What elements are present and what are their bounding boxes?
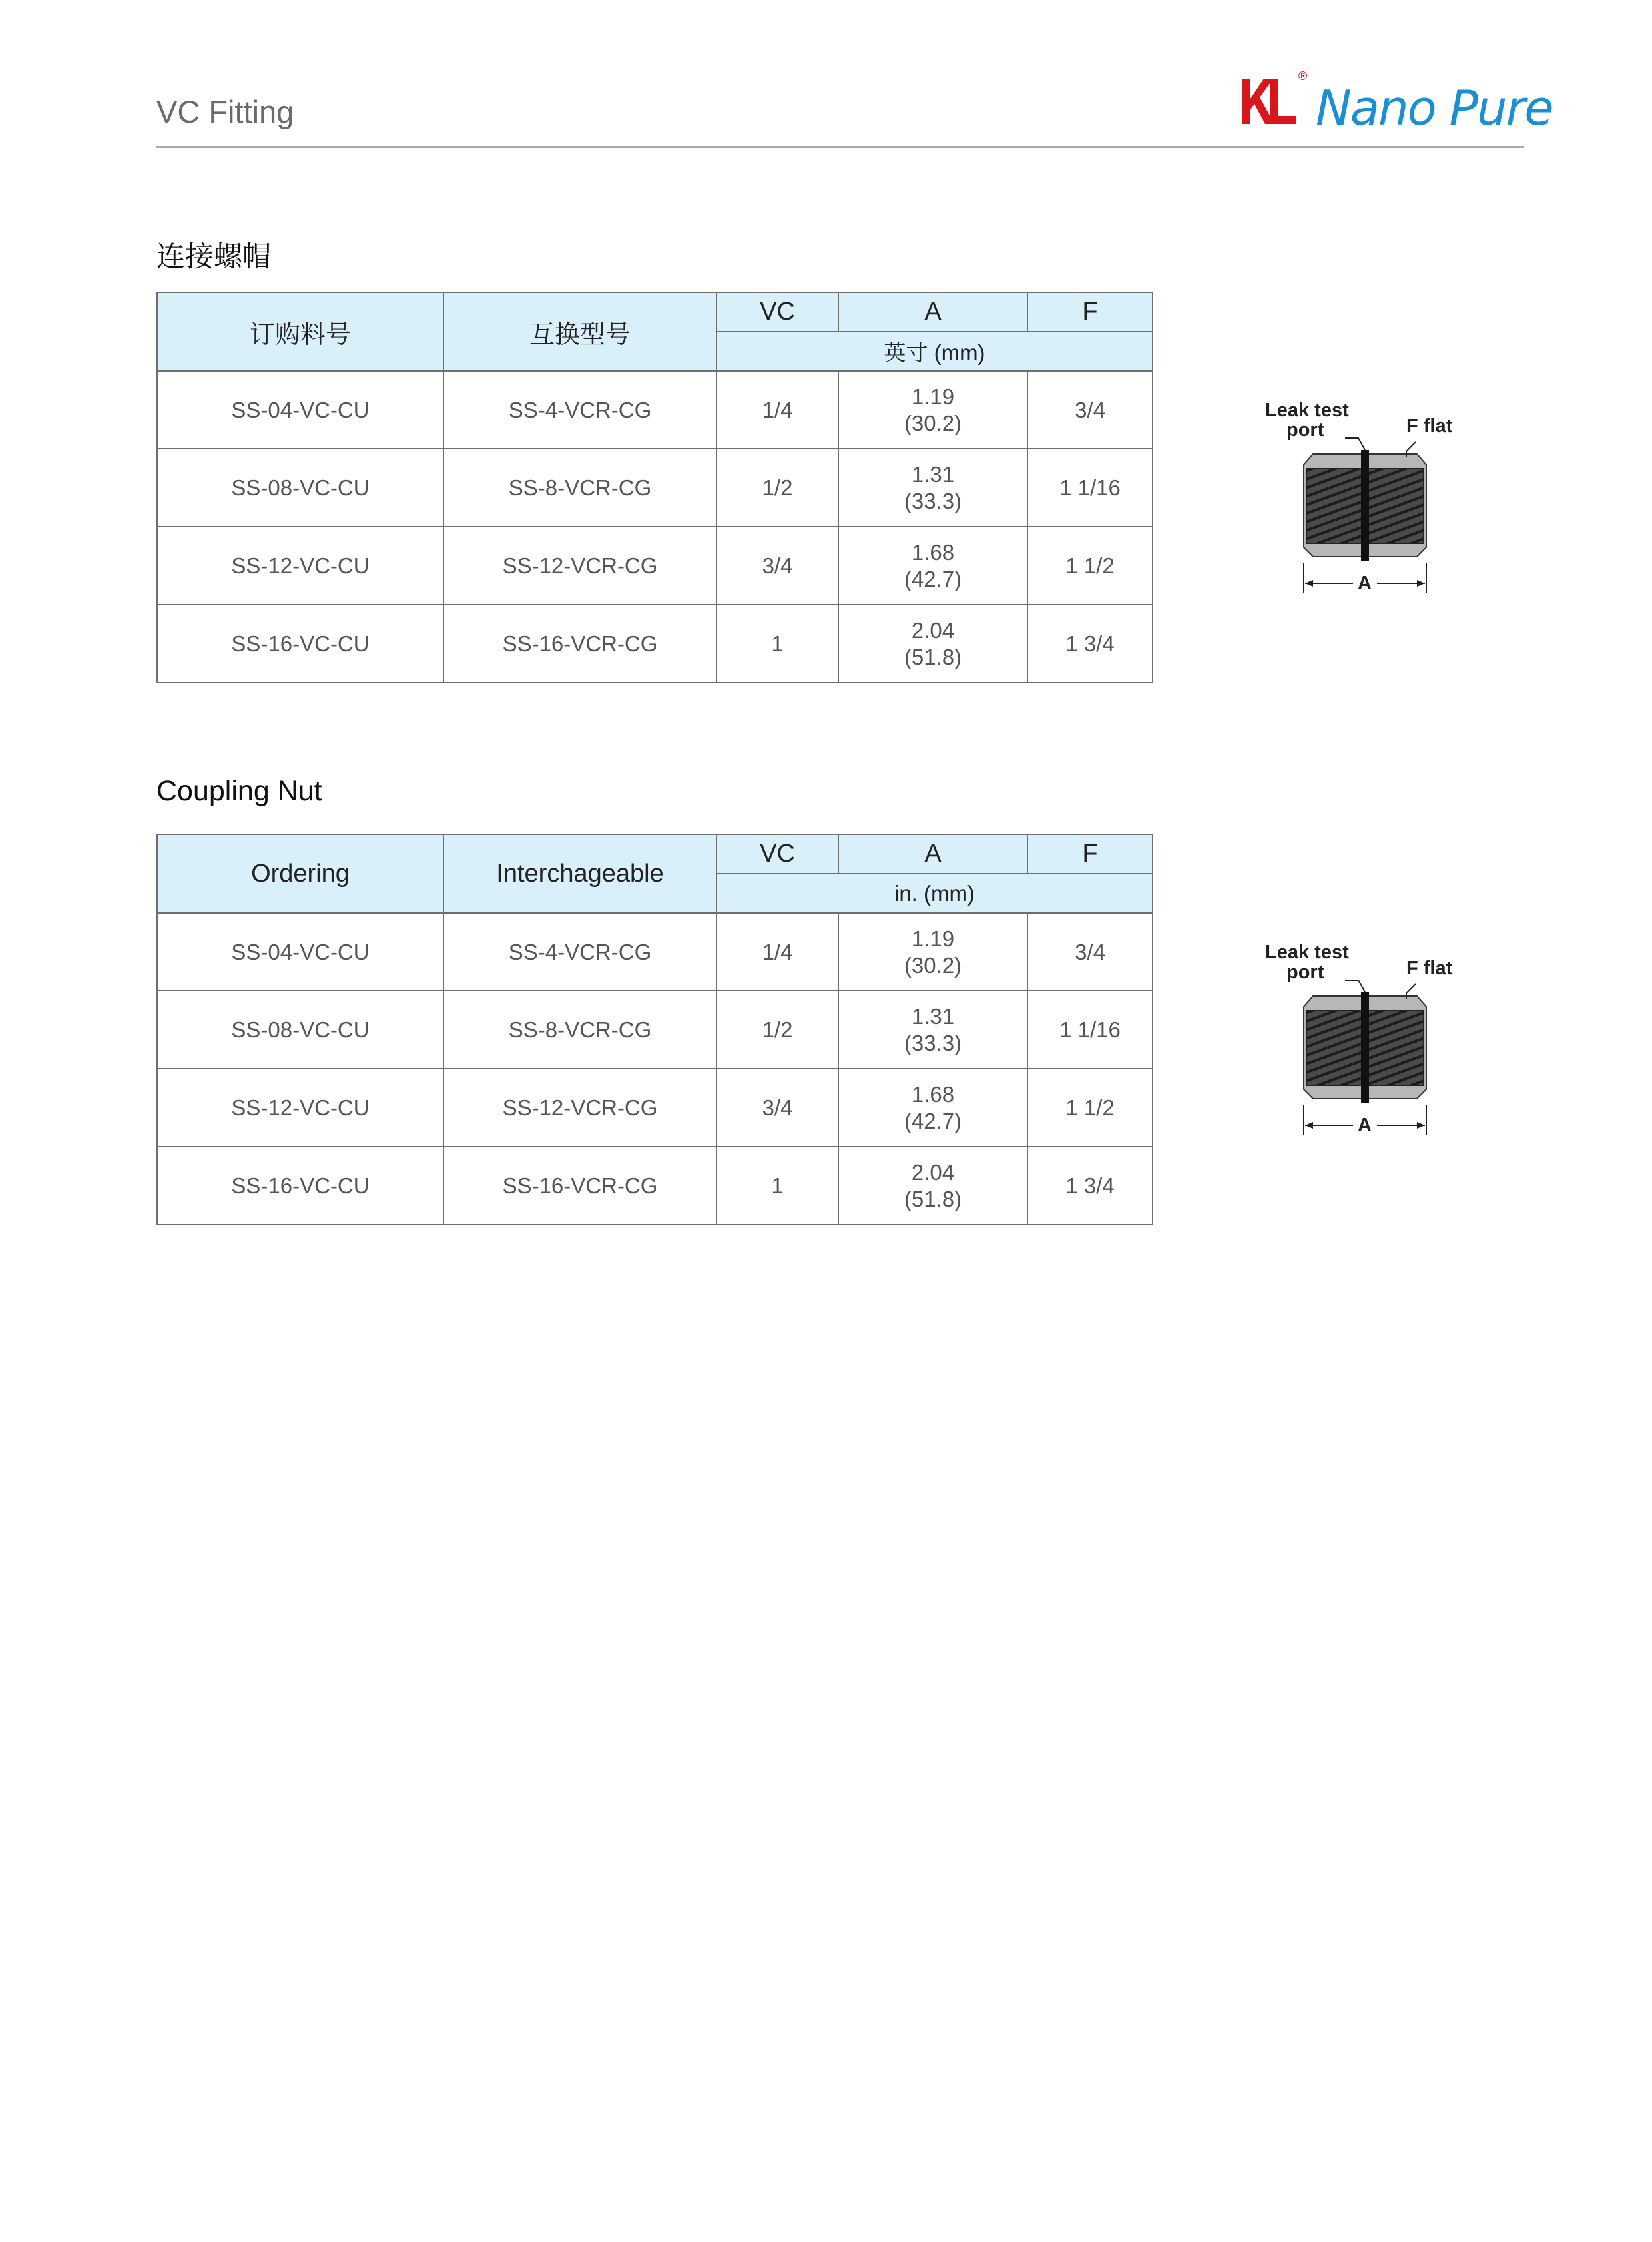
logo-wordmark: Nano Pure [1316, 80, 1553, 136]
col-interchangeable-header: Interchageable [443, 834, 716, 913]
table-row [157, 449, 1153, 527]
table-row [157, 1069, 1153, 1147]
table-row [157, 605, 1153, 683]
cell-interchangeable: SS-8-VCR-CG [443, 991, 716, 1069]
cell-vc: 3/4 [716, 1069, 838, 1147]
col-ordering-header: 订购料号 [157, 292, 443, 371]
cell-a [838, 371, 1027, 449]
header-divider [156, 146, 1524, 148]
cell-ordering: SS-04-VC-CU [157, 913, 443, 991]
col-vc-header: VC [716, 292, 838, 332]
a-mm: (42.7) [904, 566, 962, 591]
cell-ordering: SS-16-VC-CU [157, 605, 443, 683]
page-title: VC Fitting [156, 94, 294, 129]
cell-interchangeable: SS-16-VCR-CG [443, 605, 716, 683]
port-label: port [1286, 962, 1324, 983]
a-mm: (30.2) [904, 952, 962, 978]
cell-a [838, 449, 1027, 527]
cell-f: 1 1/2 [1027, 1069, 1153, 1147]
table-row [157, 371, 1153, 449]
cell-vc: 3/4 [716, 527, 838, 605]
cell-vc: 1 [716, 1147, 838, 1225]
brand-logo [1239, 67, 1553, 136]
port-label: port [1286, 420, 1324, 441]
col-interchangeable-header: 互换型号 [443, 292, 716, 371]
a-inch: 1.19 [911, 384, 955, 409]
cell-vc: 1/2 [716, 991, 838, 1069]
a-mm: (51.8) [904, 1186, 962, 1211]
cell-f: 1 1/2 [1027, 527, 1153, 605]
coupling-nut-diagram [1265, 400, 1465, 599]
leak-test-label: Leak test [1265, 400, 1349, 421]
section-title-en: Coupling Nut [156, 775, 322, 807]
col-ordering-header: Ordering [157, 834, 443, 913]
cell-f: 1 3/4 [1027, 1147, 1153, 1225]
cell-ordering: SS-16-VC-CU [157, 1147, 443, 1225]
f-flat-label: F flat [1406, 416, 1453, 437]
cell-ordering: SS-12-VC-CU [157, 527, 443, 605]
cell-ordering: SS-04-VC-CU [157, 371, 443, 449]
cell-vc: 1/2 [716, 449, 838, 527]
unit-header: 英寸 (mm) [716, 332, 1153, 371]
cell-ordering: SS-12-VC-CU [157, 1069, 443, 1147]
a-inch: 2.04 [911, 1159, 955, 1185]
a-mm: (33.3) [904, 1030, 962, 1055]
table-row [157, 991, 1153, 1069]
coupling-nut-diagram [1265, 942, 1465, 1141]
a-mm: (30.2) [904, 410, 962, 435]
cell-interchangeable: SS-12-VCR-CG [443, 1069, 716, 1147]
col-a-header: A [838, 834, 1027, 874]
cell-interchangeable: SS-16-VCR-CG [443, 1147, 716, 1225]
a-inch: 2.04 [911, 617, 955, 643]
a-inch: 1.31 [911, 1003, 955, 1029]
cell-f: 1 3/4 [1027, 605, 1153, 683]
table-row [157, 1147, 1153, 1225]
a-mm: (33.3) [904, 488, 962, 513]
cell-a [838, 605, 1027, 683]
a-inch: 1.31 [911, 461, 955, 487]
a-inch: 1.68 [911, 1081, 955, 1107]
cell-ordering: SS-08-VC-CU [157, 991, 443, 1069]
cell-vc: 1/4 [716, 913, 838, 991]
cell-a [838, 991, 1027, 1069]
spec-table-cn [156, 292, 1153, 683]
col-f-header: F [1027, 292, 1153, 332]
cell-a [838, 1069, 1027, 1147]
cell-interchangeable: SS-4-VCR-CG [443, 371, 716, 449]
spec-table-en [156, 834, 1153, 1225]
dimension-a-label: A [1358, 1115, 1372, 1136]
a-inch: 1.68 [911, 539, 955, 565]
cell-vc: 1/4 [716, 371, 838, 449]
cell-interchangeable: SS-8-VCR-CG [443, 449, 716, 527]
table-row [157, 913, 1153, 991]
cell-vc: 1 [716, 605, 838, 683]
a-mm: (42.7) [904, 1108, 962, 1133]
cell-f: 1 1/16 [1027, 449, 1153, 527]
col-a-header: A [838, 292, 1027, 332]
cell-ordering: SS-08-VC-CU [157, 449, 443, 527]
cell-interchangeable: SS-12-VCR-CG [443, 527, 716, 605]
leak-test-label: Leak test [1265, 942, 1349, 963]
section-title-cn: 连接螺帽 [156, 241, 271, 273]
a-mm: (51.8) [904, 644, 962, 669]
f-flat-label: F flat [1406, 958, 1453, 979]
kl-logo-icon [1239, 75, 1298, 135]
a-inch: 1.19 [911, 926, 955, 951]
registered-mark: ® [1298, 69, 1308, 83]
cell-f: 3/4 [1027, 913, 1153, 991]
cell-f: 1 1/16 [1027, 991, 1153, 1069]
col-vc-header: VC [716, 834, 838, 874]
cell-a [838, 1147, 1027, 1225]
cell-f: 3/4 [1027, 371, 1153, 449]
table-row [157, 527, 1153, 605]
col-f-header: F [1027, 834, 1153, 874]
cell-a [838, 913, 1027, 991]
cell-a [838, 527, 1027, 605]
cell-interchangeable: SS-4-VCR-CG [443, 913, 716, 991]
unit-header: in. (mm) [716, 874, 1153, 913]
dimension-a-label: A [1358, 573, 1372, 594]
